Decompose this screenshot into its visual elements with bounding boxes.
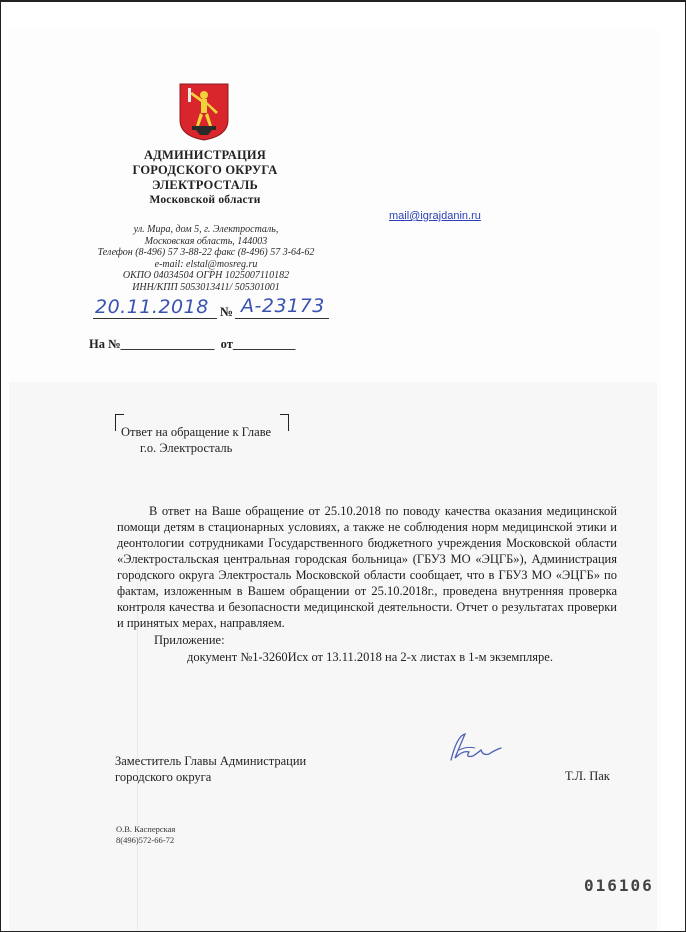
signer-position-line-1: Заместитель Главы Администрации <box>115 754 307 768</box>
handwritten-signature-icon <box>445 730 505 766</box>
subject-line-2: г.о. Электросталь <box>140 441 233 455</box>
address-line-1: ул. Мира, дом 5, г. Электросталь, <box>133 224 279 235</box>
executor-info <box>116 824 175 845</box>
org-line-1: АДМИНИСТРАЦИЯ <box>143 148 267 162</box>
number-underline <box>235 318 329 319</box>
letter-body: В ответ на Ваше обращение от 25.10.2018 по поводу качества оказания медицинской помощи детям в стационарных условиях, а также не соблюдения норм медицинской этики и деонтологии сотрудниками Государственного бюджетного учреждения Московской области «Электростальская центральная городская больница» (ГБУЗ МО «ЭЦГБ»), Администрация городского округа Электросталь Московской области сообщает, что в ГБУЗ МО «ЭЦГБ» по фактам, изложенным в Вашем обращении от 25.10.2018г., проведена внутренняя проверка контроля качества и безопасности медицинской деятельности. Отчет о результатах проверки и принятых мерах, направляем. <box>117 504 617 630</box>
date-underline <box>93 318 217 319</box>
signer-position-line-2: городского округа <box>115 770 212 784</box>
subject-line-1: Ответ на обращение к Главе <box>121 425 272 439</box>
reply-reference: На №_______________ от__________ <box>89 337 296 351</box>
org-region: Московской области <box>149 194 261 206</box>
org-line-2: ГОРОДСКОГО ОКРУГА <box>132 163 278 177</box>
serial-number: 016106 <box>584 876 654 895</box>
signer-position <box>115 753 306 785</box>
outgoing-number: А-23173 <box>241 295 325 317</box>
org-inn: ИНН/КПП 5053013411/ 505301001 <box>132 281 280 293</box>
attachment-document: документ №1-3260Исх от 13.11.2018 на 2-х листах в 1-м экземпляре. <box>187 650 553 664</box>
number-sign: № <box>220 304 234 319</box>
outgoing-date: 20.11.2018 <box>95 296 209 318</box>
address-line-2: Московская область, 144003 <box>144 235 268 247</box>
org-email: e-mail: elstal@mosreg.ru <box>154 258 258 270</box>
subject-bracket-right <box>280 414 289 431</box>
signer-name: Т.Л. Пак <box>565 769 610 783</box>
phone-fax: Телефон (8-496) 57 3-88-22 факс (8-496) 57 3-64-62 <box>97 247 315 259</box>
executor-name: О.В. Касперская <box>116 824 176 834</box>
coat-of-arms-icon <box>178 82 230 142</box>
recipient-email-link[interactable]: mail@igrajdanin.ru <box>389 210 481 222</box>
letterhead-contacts <box>79 224 333 294</box>
executor-phone: 8(496)572-66-72 <box>116 834 175 845</box>
organization-name <box>105 148 305 208</box>
letter-subject <box>121 424 271 456</box>
attachment-label: Приложение: <box>154 633 225 647</box>
org-codes: ОКПО 04034504 ОГРН 1025007110182 <box>122 270 290 282</box>
org-line-3: ЭЛЕКТРОСТАЛЬ <box>152 178 258 192</box>
